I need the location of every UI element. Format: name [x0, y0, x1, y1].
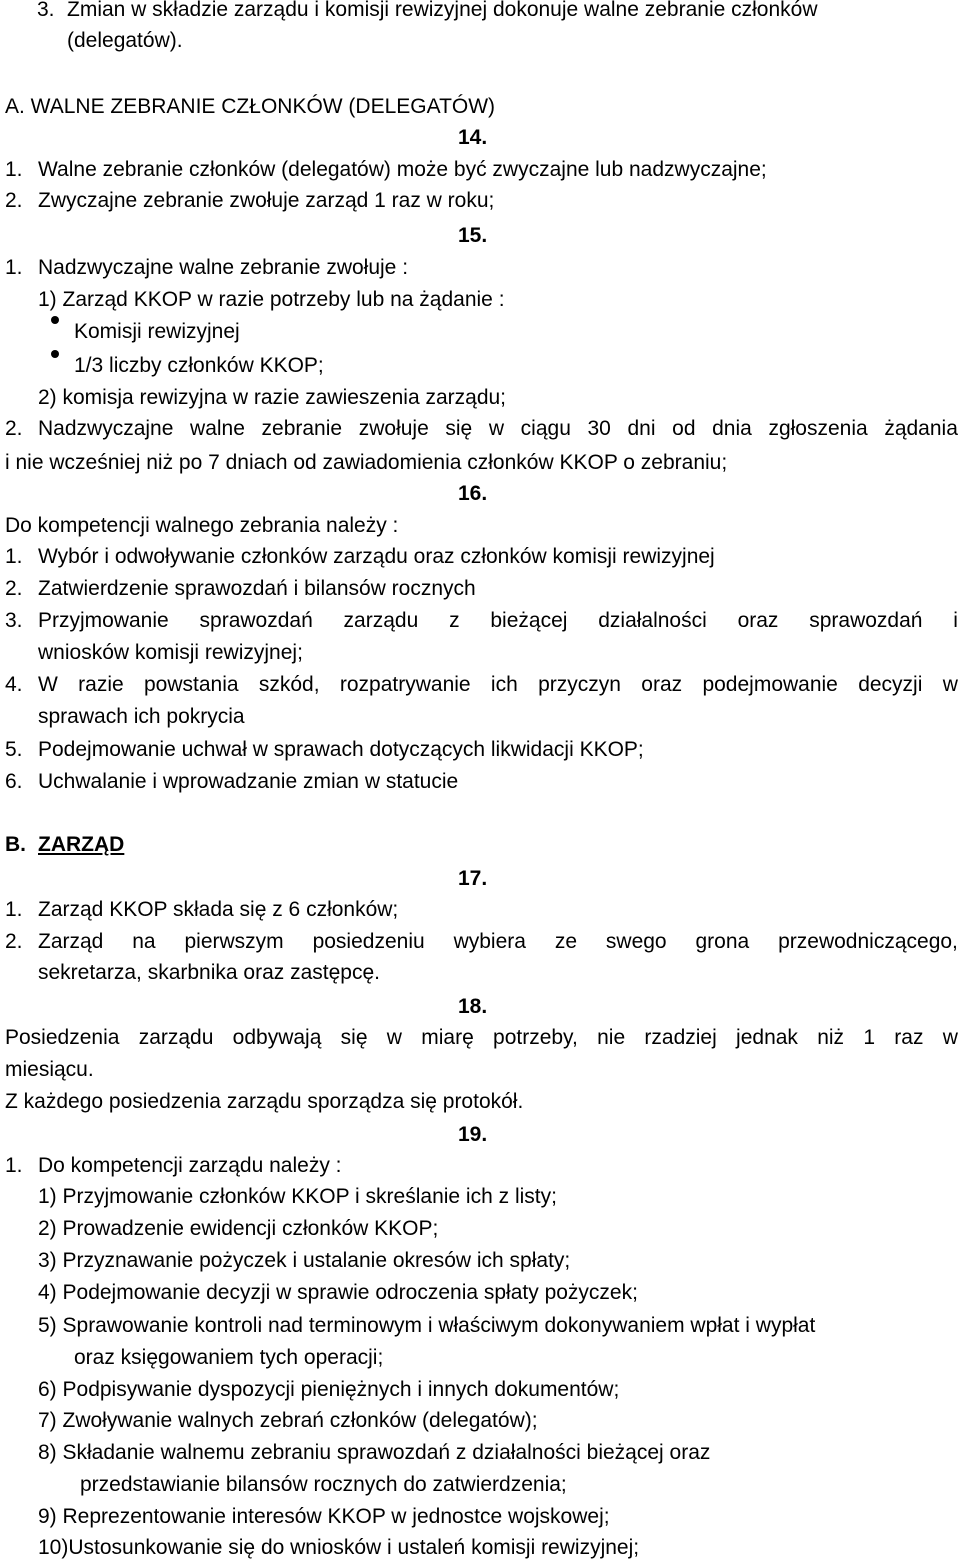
p15-point-1	[0, 252, 960, 283]
paragraph-19-heading	[0, 1119, 960, 1150]
word: z	[449, 609, 460, 632]
item-number: 3.	[5, 609, 23, 632]
p16-point-3-continuation	[0, 637, 960, 668]
word: w	[942, 1026, 958, 1049]
item-text: 2) komisja rewizyjna w razie zawieszenia zarządu;	[38, 386, 507, 409]
word: się	[445, 417, 473, 440]
word: na	[132, 930, 156, 953]
word: wybiera	[453, 930, 526, 953]
paragraph-number: 18.	[458, 995, 488, 1018]
word: dni	[627, 417, 656, 440]
item-text: Do kompetencji zarządu należy :	[38, 1154, 342, 1177]
p16-point-5	[0, 734, 960, 765]
item-number: 1.	[5, 1154, 23, 1177]
paragraph-number: 19.	[458, 1123, 488, 1146]
bullet-text: Komisji rewizyjnej	[74, 320, 240, 343]
item-number: 6.	[5, 770, 23, 793]
item-text: Zmian w składzie zarządu i komisji rewizyjnej dokonuje walne zebranie członków	[67, 0, 818, 21]
word: Nadzwyczajne	[38, 417, 174, 440]
item-3	[0, 0, 960, 25]
word: 1	[863, 1026, 876, 1049]
bullet-icon	[51, 316, 59, 324]
item-text-justified	[38, 926, 958, 957]
word: potrzeby,	[493, 1026, 578, 1049]
item-text: Walne zebranie członków (delegatów) może być zwyczajne lub nadzwyczajne;	[38, 158, 767, 181]
word: zebranie	[261, 417, 343, 440]
paragraph-text: Z każdego posiedzenia zarządu sporządza się protokół.	[5, 1090, 524, 1113]
word: nie	[597, 1026, 626, 1049]
section-a-heading	[0, 91, 960, 122]
p19-item-8	[0, 1437, 960, 1468]
p18-continuation	[0, 1054, 960, 1085]
word: działalności	[598, 609, 707, 632]
word: 30	[587, 417, 611, 440]
word: razie	[78, 673, 124, 696]
word: ciągu	[520, 417, 571, 440]
word: przyczyn	[538, 673, 621, 696]
item-text: Podejmowanie uchwał w sprawach dotyczących likwidacji KKOP;	[38, 738, 644, 761]
word: od	[672, 417, 696, 440]
intro-text: Do kompetencji walnego zebrania należy :	[5, 514, 399, 537]
p15-subpoint-1	[0, 284, 960, 315]
p16-point-3	[0, 605, 960, 636]
item-text: Zwyczajne zebranie zwołuje zarząd 1 raz w roku;	[38, 189, 495, 212]
word: oraz	[641, 673, 683, 696]
bullet-icon	[51, 350, 59, 358]
p19-item-9	[0, 1501, 960, 1532]
p14-point-1	[0, 154, 960, 185]
word: przewodniczącego,	[778, 930, 958, 953]
item-number: 2.	[5, 189, 23, 212]
bullet-text: 1/3 liczby członków KKOP;	[74, 354, 324, 377]
item-text: 2) Prowadzenie ewidencji członków KKOP;	[38, 1217, 439, 1240]
paragraph-text: miesiącu.	[5, 1058, 94, 1081]
word: zarządu	[138, 1026, 214, 1049]
word: w	[386, 1026, 402, 1049]
word: Przyjmowanie	[38, 609, 169, 632]
item-text: Uchwalanie i wprowadzanie zmian w statucie	[38, 770, 459, 793]
word: w	[942, 673, 958, 696]
item-number: 2.	[5, 577, 23, 600]
item-text: oraz księgowaniem tych operacji;	[74, 1346, 384, 1369]
paragraph-number: 15.	[458, 224, 488, 247]
word: się	[340, 1026, 368, 1049]
p19-item-2	[0, 1213, 960, 1244]
paragraph-14-heading	[0, 122, 960, 153]
item-text: Zarząd KKOP składa się z 6 członków;	[38, 898, 399, 921]
word: zarządu	[343, 609, 419, 632]
word: posiedzeniu	[312, 930, 425, 953]
section-letter: B.	[5, 833, 26, 856]
word: ze	[554, 930, 578, 953]
item-text: sekretarza, skarbnika oraz zastępcę.	[38, 961, 380, 984]
p18-protocol	[0, 1086, 960, 1117]
paragraph-number: 17.	[458, 867, 488, 890]
item-text: 5) Sprawowanie kontroli nad terminowym i właściwym dokonywaniem wpłat i wypłat	[38, 1314, 816, 1337]
section-title: ZARZĄD	[38, 833, 125, 856]
paragraph-text-justified	[5, 1022, 958, 1053]
word: grona	[695, 930, 750, 953]
item-number: 4.	[5, 673, 23, 696]
p19-item-7	[0, 1405, 960, 1436]
p16-point-4	[0, 669, 960, 700]
p16-intro	[0, 510, 960, 541]
p19-item-8-continuation	[0, 1469, 960, 1500]
item-text: 7) Zwoływanie walnych zebrań członków (delegatów);	[38, 1409, 538, 1432]
p19-item-1	[0, 1181, 960, 1212]
item-number: 3.	[37, 0, 55, 21]
paragraph-15-heading	[0, 220, 960, 251]
p19-item-10	[0, 1532, 960, 1563]
word: rozpatrywanie	[339, 673, 471, 696]
item-number: 2.	[5, 417, 23, 440]
item-text: Zatwierdzenie sprawozdań i bilansów rocznych	[38, 577, 476, 600]
word: dnia	[712, 417, 752, 440]
section-title: A. WALNE ZEBRANIE CZŁONKÓW (DELEGATÓW)	[5, 95, 496, 118]
p15-point-2-continuation	[0, 447, 960, 478]
word: żądania	[884, 417, 958, 440]
p15-point-2	[0, 413, 960, 444]
word: Zarząd	[38, 930, 104, 953]
p17-point-2	[0, 926, 960, 957]
word: powstania	[143, 673, 239, 696]
item-text: 1) Zarząd KKOP w razie potrzeby lub na żądanie :	[38, 288, 505, 311]
word: bieżącej	[490, 609, 568, 632]
item-text: wniosków komisji rewizyjnej;	[38, 641, 303, 664]
item-text: 1) Przyjmowanie członków KKOP i skreślanie ich z listy;	[38, 1185, 557, 1208]
word: W	[38, 673, 58, 696]
p19-item-5-continuation	[0, 1342, 960, 1373]
word: zgłoszenia	[768, 417, 868, 440]
item-number: 5.	[5, 738, 23, 761]
word: rzadziej	[644, 1026, 717, 1049]
word: pierwszym	[184, 930, 284, 953]
p15-subpoint-2	[0, 382, 960, 413]
word: sprawozdań	[199, 609, 313, 632]
item-text: 8) Składanie walnemu zebraniu sprawozdań z działalności bieżącej oraz	[38, 1441, 711, 1464]
p19-item-3	[0, 1245, 960, 1276]
word: szkód,	[258, 673, 320, 696]
item-number: 1.	[5, 256, 23, 279]
word: miarę	[421, 1026, 474, 1049]
word: oraz	[737, 609, 779, 632]
item-number: 1.	[5, 898, 23, 921]
p19-point-1	[0, 1150, 960, 1181]
p19-item-5	[0, 1310, 960, 1341]
p19-item-6	[0, 1374, 960, 1405]
item-text: (delegatów).	[67, 29, 183, 52]
p17-point-1	[0, 894, 960, 925]
item-text: 10)Ustosunkowanie się do wniosków i ustaleń komisji rewizyjnej;	[38, 1536, 640, 1559]
word: niż	[817, 1026, 845, 1049]
p19-item-4	[0, 1277, 960, 1308]
p15-bullet-2	[0, 350, 960, 381]
p14-point-2	[0, 185, 960, 216]
section-b-heading	[0, 829, 960, 860]
word: i	[953, 609, 958, 632]
word: walne	[190, 417, 245, 440]
word: swego	[605, 930, 667, 953]
p17-point-2-continuation	[0, 957, 960, 988]
p15-bullet-1	[0, 316, 960, 347]
item-text-justified	[38, 413, 958, 444]
item-text: Nadzwyczajne walne zebranie zwołuje :	[38, 256, 409, 279]
item-text: 9) Reprezentowanie interesów KKOP w jednostce wojskowej;	[38, 1505, 610, 1528]
item-text-justified	[38, 669, 958, 700]
p16-point-1	[0, 541, 960, 572]
item-text: sprawach ich pokrycia	[38, 705, 245, 728]
p18-text	[0, 1022, 960, 1053]
item-text-justified	[38, 605, 958, 636]
item-number: 1.	[5, 158, 23, 181]
word: ich	[490, 673, 518, 696]
item-number: 2.	[5, 930, 23, 953]
item-text: 4) Podejmowanie decyzji w sprawie odroczenia spłaty pożyczek;	[38, 1281, 638, 1304]
word: w	[488, 417, 505, 440]
word: decyzji	[858, 673, 923, 696]
paragraph-number: 14.	[458, 126, 488, 149]
p16-point-4-continuation	[0, 701, 960, 732]
paragraph-number: 16.	[458, 482, 488, 505]
word: podejmowanie	[702, 673, 838, 696]
p16-point-6	[0, 766, 960, 797]
paragraph-18-heading	[0, 991, 960, 1022]
paragraph-17-heading	[0, 863, 960, 894]
item-text: 6) Podpisywanie dyspozycji pieniężnych i innych dokumentów;	[38, 1378, 620, 1401]
item-number: 1.	[5, 545, 23, 568]
word: odbywają	[232, 1026, 322, 1049]
word: sprawozdań	[809, 609, 923, 632]
item-text: 3) Przyznawanie pożyczek i ustalanie okresów ich spłaty;	[38, 1249, 571, 1272]
p16-point-2	[0, 573, 960, 604]
word: jednak	[736, 1026, 798, 1049]
item-3-continuation	[0, 25, 960, 56]
item-text: Wybór i odwoływanie członków zarządu oraz członków komisji rewizyjnej	[38, 545, 715, 568]
word: Posiedzenia	[5, 1026, 120, 1049]
word: zwołuje	[358, 417, 429, 440]
word: raz	[894, 1026, 924, 1049]
item-text: i nie wcześniej niż po 7 dniach od zawiadomienia członków KKOP o zebraniu;	[5, 451, 728, 474]
paragraph-16-heading	[0, 478, 960, 509]
item-text: przedstawianie bilansów rocznych do zatwierdzenia;	[80, 1473, 567, 1496]
